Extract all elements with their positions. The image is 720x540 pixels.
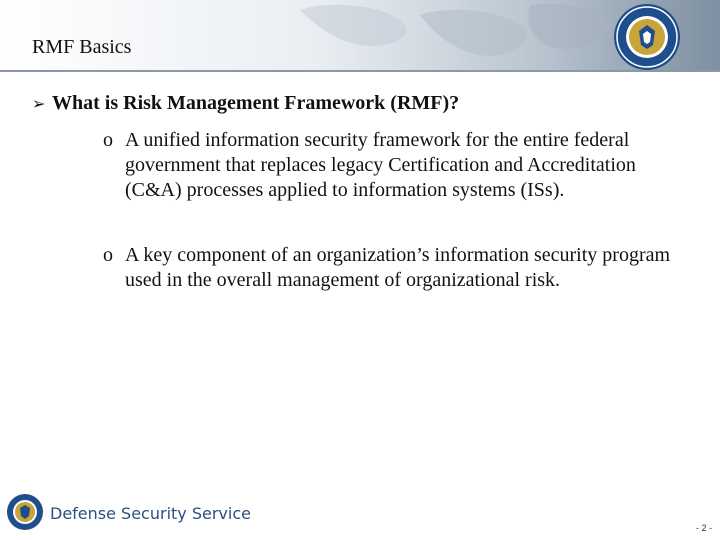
footer-brand: Defense Security Service (50, 504, 251, 523)
sub-bullet-marker: o (103, 129, 113, 151)
sub-bullet-2 (103, 243, 693, 323)
world-map-background (0, 0, 720, 70)
dss-seal-icon (613, 3, 681, 70)
dss-footer-seal-icon (6, 493, 44, 531)
sub-bullet-1 (103, 128, 693, 233)
slide-title: RMF Basics (32, 36, 132, 58)
main-bullet-text: What is Risk Management Framework (RMF)? (52, 92, 460, 114)
sub-bullet-marker: o (103, 244, 113, 266)
sub-bullet-text: A unified information security framework for the entire federal government that replaces legacy Certification and Accreditation (C&A) processes applied to information systems (ISs). (125, 129, 636, 201)
sub-bullet-text: A key component of an organization’s information security program used in the overall management of organizational risk. (125, 244, 671, 291)
arrow-bullet-icon: ➢ (32, 94, 46, 113)
main-bullet (32, 92, 459, 115)
header-divider (0, 70, 720, 72)
page-number: - 2 - (695, 523, 712, 533)
slide-header (0, 0, 720, 70)
